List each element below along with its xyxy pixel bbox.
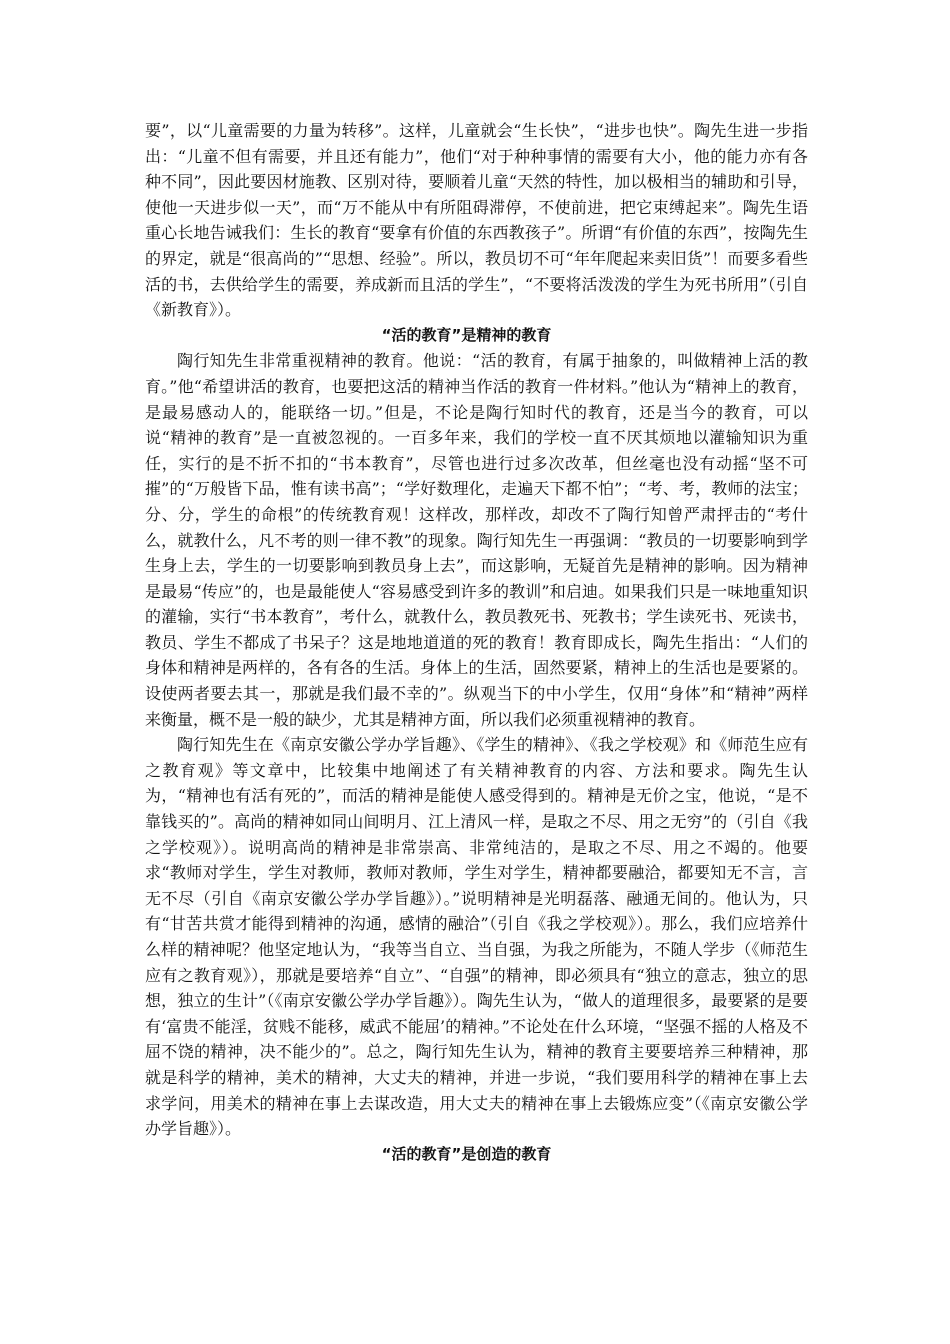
paragraph-3: 陶行知先生在《南京安徽公学办学旨趣》、《学生的精神》、《我之学校观》和《师范生应有之教育观》等文章中，比较集中地阐述了有关精神教育的内容、方法和要求。陶先生认为，“精神也有活有死的”，而活的精神是能使人感受得到的。精神是无价之宝，他说，“是不靠钱买的”。高尚的精神如同山间明月、江上清风一样，是取之不尽、用之无穷”的（引自《我之学校观》）。说明高尚的精神是非常崇高、非常纯洁的，是取之不尽、用之不竭的。他要求“教师对学生，学生对教师，教师对教师，学生对学生，精神都要融洽，都要知无不言，言无不尽（引自《南京安徽公学办学旨趣》）。”说明精神是光明磊落、融通无间的。他认为，只有“甘苦共赏才能得到精神的沟通，感情的融洽”（引自《我之学校观》）。那么，我们应培养什么样的精神呢？他坚定地认为，“我等当自立、当自强，为我之所能为，不随人学步（《师范生应有之教育观》），那就是要培养“自立”、“自强”的精神，即必须具有“独立的意志，独立的思想，独立的生计”（《南京安徽公学办学旨趣》）。陶先生认为，“做人的道理很多，最要紧的是要有‘富贵不能淫，贫贱不能移，威武不能屈’的精神。”不论处在什么环境，“坚强不摇的人格及不屈不饶的精神，决不能少的”。总之，陶行知先生认为，精神的教育主要要培养三种精神，那就是科学的精神，美术的精神，大丈夫的精神，并进一步说，“我们要用科学的精神在事上去求学问，用美术的精神在事上去谋改造，用大丈夫的精神在事上去锻炼应变”（《南京安徽公学办学旨趣》）。: [145, 735, 808, 1139]
paragraph-1: 要”，以“儿童需要的力量为转移”。这样，儿童就会“生长快”，“进步也快”。陶先生进一步指出：“儿童不但有需要，并且还有能力”，他们“对于种种事情的需要有大小，他的能力亦有各种不同”，因此要因材施教、区别对待，要顺着儿童“天然的特性，加以极相当的辅助和引导，使他一天进步似一天”，而“万不能从中有所阻碍滞停，不使前进，把它束缚起来”。陶先生语重心长地告诫我们：生长的教育“要拿有价值的东西教孩子”。所谓“有价值的东西”，按陶先生的界定，就是“很高尚的”“思想、经验”。所以，教员切不可“年年爬起来卖旧货”！而要多看些活的书，去供给学生的需要，养成新而且活的学生”，“不要将活泼泼的学生为死书所用”（引自《新教育》）。: [145, 121, 808, 320]
paragraph-2: 陶行知先生非常重视精神的教育。他说：“活的教育，有属于抽象的，叫做精神上活的教育。”他“希望讲活的教育，也要把这活的精神当作活的教育一件材料。”他认为“精神上的教育，是最易感动人的，能联络一切。”但是，不论是陶行知时代的教育，还是当今的教育，可以说“精神的教育”是一直被忽视的。一百多年来，我们的学校一直不厌其烦地以灌输知识为重任，实行的是不折不扣的“书本教育”，尽管也进行过多次改革，但丝毫也没有动摇“坚不可摧”的“万般皆下品，惟有读书高”；“学好数理化，走遍天下都不怕”；“考、考，教师的法宝；分、分，学生的命根”的传统教育观！这样改，那样改，却改不了陶行知曾严肃抨击的“考什么，就教什么，凡不考的则一律不教”的现象。陶行知先生一再强调：“教员的一切要影响到学生身上去，学生的一切要影响到教员身上去”，而这影响，无疑首先是精神的影响。因为精神是最易“传应”的，也是最能使人“容易感受到许多的教训”和启迪。如果我们只是一味地重知识的灌输，实行“书本教育”，考什么，就教什么，教员教死书、死教书；学生读死书、死读书，教员、学生不都成了书呆子？这是地地道道的死的教育！教育即成长，陶先生指出：“人们的身体和精神是两样的，各有各的生活。身体上的生活，固然要紧，精神上的生活也是要紧的。设使两者要去其一，那就是我们最不幸的”。纵观当下的中小学生，仅用“身体”和“精神”两样来衡量，概不是一般的缺少，尤其是精神方面，所以我们必须重视精神的教育。: [145, 351, 808, 729]
section-heading-creative-education: “活的教育”是创造的教育: [381, 1144, 552, 1163]
section-heading-spiritual-education: “活的教育”是精神的教育: [381, 325, 552, 344]
document-page: [145, 118, 808, 1167]
